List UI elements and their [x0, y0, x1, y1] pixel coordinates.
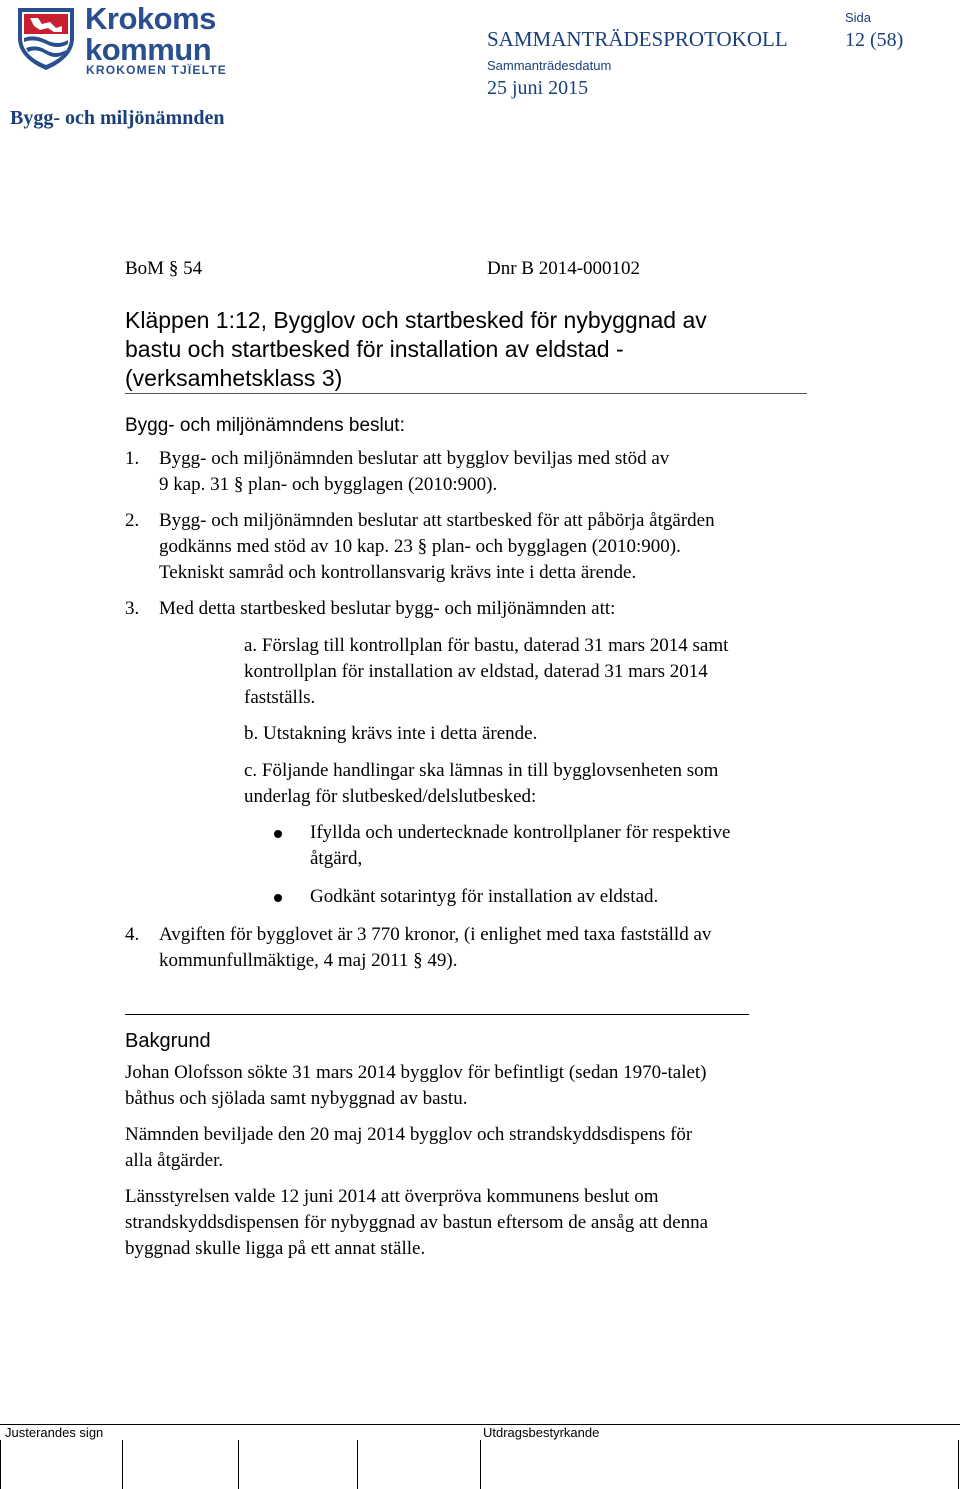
text-line: fastställs.	[244, 687, 316, 708]
text-line: Nämnden beviljade den 20 maj 2014 bygglov och strandskyddsdispens för	[125, 1124, 693, 1145]
logo-tagline: KROKOMEN TJÏELTE	[86, 63, 227, 77]
text-line: Ifyllda och undertecknade kontrollplaner för respektive	[310, 822, 731, 843]
text-line: Johan Olofsson sökte 31 mars 2014 bygglov för befintligt (sedan 1970-talet)	[125, 1062, 707, 1083]
case-title-line: Kläppen 1:12, Bygglov och startbesked för nybyggnad av	[125, 307, 707, 333]
text-line: Bygg- och miljönämnden beslutar att bygglov beviljas med stöd av	[159, 448, 670, 469]
decision-item-number: 4.	[125, 924, 140, 945]
decision-heading: Bygg- och miljönämndens beslut:	[125, 415, 405, 436]
text-line: kommunfullmäktige, 4 maj 2011 § 49).	[159, 950, 458, 971]
sub-item-c	[244, 758, 824, 810]
text-line: Tekniskt samråd och kontrollansvarig krävs inte i detta ärende.	[159, 562, 637, 583]
text-line: a. Förslag till kontrollplan för bastu, daterad 31 mars 2014 samt	[244, 635, 729, 656]
case-title-line: (verksamhetsklass 3)	[125, 365, 343, 391]
signature-box-divider	[357, 1440, 358, 1489]
decision-item-number: 3.	[125, 598, 140, 619]
committee-name: Bygg- och miljönämnden	[10, 107, 225, 129]
meeting-date: 25 juni 2015	[487, 77, 589, 99]
text-line: underlag för slutbesked/delslutbesked:	[244, 786, 537, 807]
text-line: åtgärd,	[310, 848, 363, 869]
logo-name-line2: kommun	[85, 32, 212, 67]
background-paragraph	[125, 1060, 825, 1112]
text-line: strandskyddsdispensen för nybyggnad av bastun eftersom de ansåg att denna	[125, 1212, 709, 1233]
bullet-item	[310, 820, 730, 872]
bullet-icon	[274, 894, 282, 902]
registration-number: Dnr B 2014-000102	[487, 258, 641, 279]
background-heading: Bakgrund	[125, 1030, 211, 1052]
case-title-line: bastu och startbesked för installation av eldstad -	[125, 336, 624, 362]
text-line: Med detta startbesked beslutar bygg- och miljönämnden att:	[159, 598, 616, 619]
text-line: c. Följande handlingar ska lämnas in till bygglovsenheten som	[244, 760, 719, 781]
coat-of-arms-icon	[12, 4, 80, 72]
signature-box-divider	[480, 1440, 481, 1489]
signature-label: Justerandes sign	[5, 1425, 104, 1440]
decision-item-text	[159, 446, 669, 498]
meeting-date-label: Sammanträdesdatum	[487, 58, 612, 73]
decision-item-text	[159, 508, 715, 586]
page-label: Sida	[845, 10, 872, 25]
bullet-icon	[274, 830, 282, 838]
background-paragraph	[125, 1184, 825, 1262]
text-line: 9 kap. 31 § plan- och bygglagen (2010:900).	[159, 474, 498, 495]
title-divider	[125, 393, 807, 394]
text-line: kontrollplan för installation av eldstad, daterad 31 mars 2014	[244, 661, 708, 682]
section-divider	[125, 1014, 749, 1015]
extract-certification-label: Utdragsbestyrkande	[483, 1425, 600, 1440]
text-line: alla åtgärder.	[125, 1150, 224, 1171]
decision-item-text	[159, 922, 711, 974]
decision-item-number: 1.	[125, 448, 140, 469]
page-number: 12 (58)	[845, 29, 904, 51]
sub-item-a	[244, 633, 824, 711]
text-line: båthus och sjölada samt nybyggnad av bastu.	[125, 1088, 468, 1109]
signature-box-divider	[0, 1440, 1, 1489]
text-line: Avgiften för bygglovet är 3 770 kronor, (i enlighet med taxa fastställd av	[159, 924, 712, 945]
decision-item-text	[159, 596, 615, 622]
text-line: Bygg- och miljönämnden beslutar att startbesked för att påbörja åtgärden	[159, 510, 715, 531]
signature-box-divider	[122, 1440, 123, 1489]
sub-item-b: b. Utstakning krävs inte i detta ärende.	[244, 723, 538, 744]
footer-divider	[0, 1424, 960, 1425]
text-line: Godkänt sotarintyg för installation av eldstad.	[310, 886, 659, 907]
logo-name-line1: Krokoms	[85, 1, 216, 36]
decision-item-number: 2.	[125, 510, 140, 531]
background-paragraph	[125, 1122, 825, 1174]
case-paragraph-id: BoM § 54	[125, 258, 203, 279]
signature-box-divider	[238, 1440, 239, 1489]
document-type: SAMMANTRÄDESPROTOKOLL	[487, 27, 788, 51]
bullet-item	[310, 884, 658, 910]
signature-box-divider	[958, 1440, 959, 1489]
text-line: Länsstyrelsen valde 12 juni 2014 att överpröva kommunens beslut om	[125, 1186, 659, 1207]
case-title	[125, 306, 825, 393]
text-line: godkänns med stöd av 10 kap. 23 § plan- och bygglagen (2010:900).	[159, 536, 681, 557]
text-line: byggnad skulle ligga på ett annat ställe.	[125, 1238, 426, 1259]
